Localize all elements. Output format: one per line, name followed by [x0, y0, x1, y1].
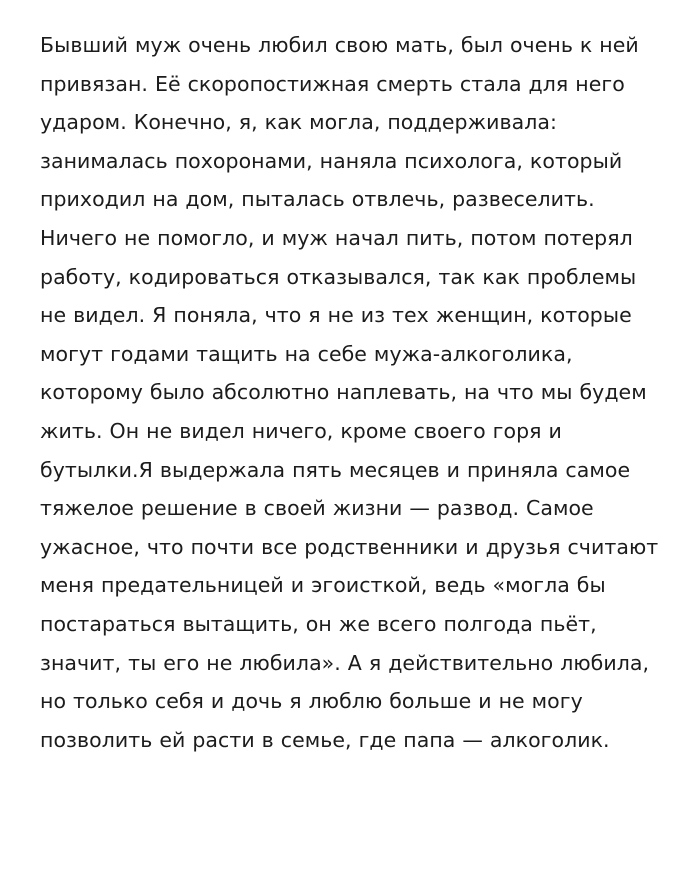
article-body-text: Бывший муж очень любил свою мать, был очень к ней привязан. Её скоропостижная смерть стала для него ударом. Конечно, я, как могла, поддерживала: занималась похоронами, наняла психолога, который приходил на дом, пыталась отвлечь, развеселить. Ничего не помогло, и муж начал пить, потом потерял работу, кодироваться отказывался, так как проблемы не видел. Я поняла, что я не из тех женщин, которые могут годами тащить на себе мужа-алкоголика, которому было абсолютно наплевать, на что мы будем жить. Он не видел ничего, кроме своего горя и бутылки.Я выдержала пять месяцев и приняла самое тяжелое решение в своей жизни — развод. Самое ужасное, что почти все родственники и друзья считают меня предательницей и эгоисткой, ведь «могла бы постараться вытащить, он же всего полгода пьёт, значит, ты его не любила». А я действительно любила, но только себя и дочь я люблю больше и не могу позволить ей расти в семье, где папа — алкоголик.	[40, 33, 666, 752]
